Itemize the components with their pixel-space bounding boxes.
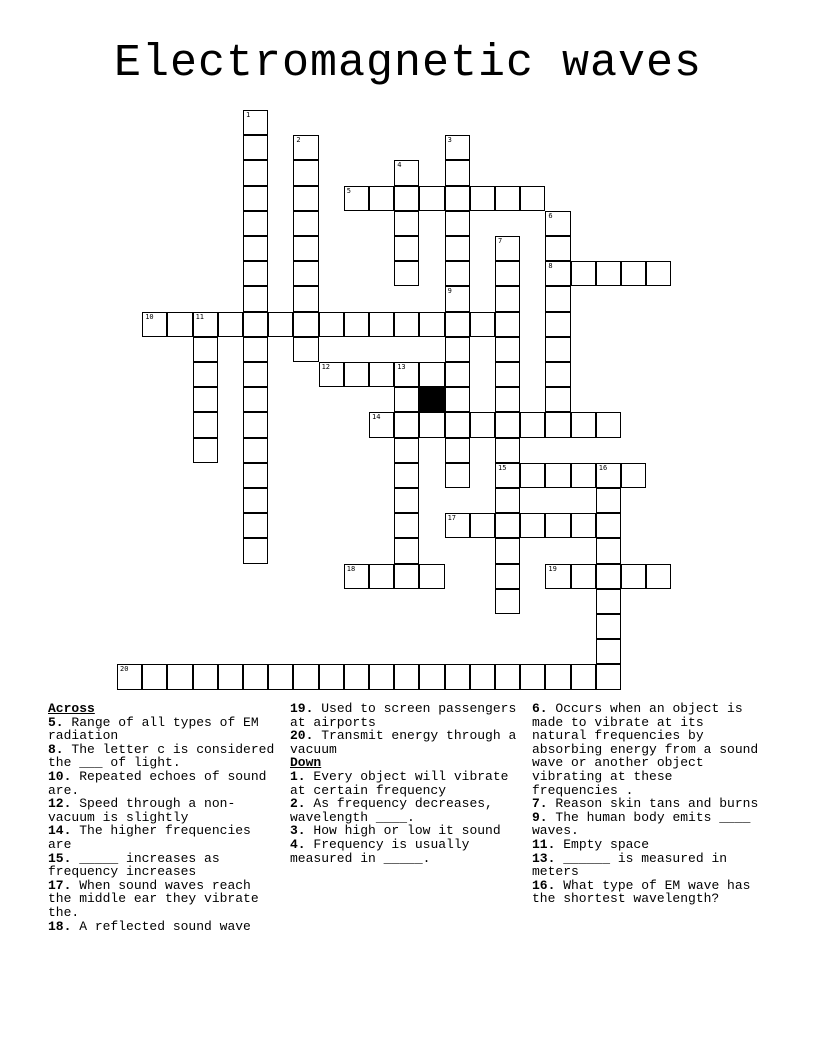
grid-cell[interactable] [470, 664, 495, 689]
grid-cell[interactable] [243, 488, 268, 513]
grid-cell[interactable] [293, 312, 318, 337]
cell-number: 10 [145, 312, 154, 321]
clue-column-2 [290, 702, 522, 865]
grid-cell[interactable] [445, 160, 470, 185]
cell-number: 20 [120, 665, 129, 674]
grid-cell[interactable] [167, 312, 192, 337]
clue-across-5: 5. Range of all types of EM radiation [48, 714, 259, 744]
cell-number: 9 [447, 287, 452, 296]
grid-cell[interactable] [243, 438, 268, 463]
grid-cell[interactable] [268, 312, 293, 337]
grid-cell[interactable] [571, 564, 596, 589]
grid-cell[interactable] [596, 664, 621, 689]
grid-cell[interactable] [495, 236, 520, 261]
grid-cell[interactable] [394, 160, 419, 185]
cell-number: 6 [548, 211, 553, 220]
grid-cell[interactable] [495, 337, 520, 362]
grid-cell[interactable] [520, 186, 545, 211]
grid-cell[interactable] [445, 186, 470, 211]
grid-cell[interactable] [545, 564, 570, 589]
clue-down-9: 9. The human body emits ____ waves. [532, 809, 751, 839]
cell-number: 2 [296, 136, 301, 145]
grid-cell[interactable] [545, 513, 570, 538]
grid-cell[interactable] [243, 538, 268, 563]
cell-number: 14 [372, 413, 381, 422]
grid-cell[interactable] [419, 664, 444, 689]
grid-cell[interactable] [243, 664, 268, 689]
grid-cell[interactable] [293, 664, 318, 689]
grid-cell[interactable] [218, 664, 243, 689]
grid-cell[interactable] [243, 160, 268, 185]
grid-cell[interactable] [470, 312, 495, 337]
cell-number: 3 [447, 136, 452, 145]
clue-across-17: 17. When sound waves reach the middle ear they vibrate the. [48, 877, 259, 920]
grid-cell[interactable] [394, 564, 419, 589]
grid-cell[interactable] [545, 211, 570, 236]
grid-cell[interactable] [596, 589, 621, 614]
grid-cell[interactable] [495, 564, 520, 589]
grid-cell[interactable] [243, 513, 268, 538]
grid-cell[interactable] [319, 664, 344, 689]
grid-cell[interactable] [419, 412, 444, 437]
grid-cell[interactable] [495, 438, 520, 463]
grid-cell[interactable] [545, 261, 570, 286]
grid-block-cell [419, 387, 444, 412]
grid-cell[interactable] [193, 664, 218, 689]
grid-cell[interactable] [243, 412, 268, 437]
grid-cell[interactable] [293, 337, 318, 362]
grid-cell[interactable] [293, 186, 318, 211]
grid-cell[interactable] [293, 160, 318, 185]
cell-number: 16 [598, 463, 608, 472]
grid-cell[interactable] [621, 261, 646, 286]
grid-cell[interactable] [394, 261, 419, 286]
grid-cell[interactable] [545, 664, 570, 689]
grid-cell[interactable] [495, 286, 520, 311]
clue-down-1: 1. Every object will vibrate at certain frequency [290, 768, 509, 798]
cell-number: 1 [246, 111, 251, 119]
grid-cell[interactable] [495, 664, 520, 689]
grid-cell[interactable] [243, 110, 268, 135]
grid-cell[interactable] [344, 186, 369, 211]
grid-cell[interactable] [193, 362, 218, 387]
grid-cell[interactable] [495, 362, 520, 387]
grid-cell[interactable] [445, 438, 470, 463]
grid-cell[interactable] [394, 211, 419, 236]
grid-cell[interactable] [470, 186, 495, 211]
grid-cell[interactable] [571, 513, 596, 538]
grid-cell[interactable] [193, 387, 218, 412]
cell-number: 4 [397, 161, 402, 170]
grid-cell[interactable] [394, 362, 419, 387]
grid-cell[interactable] [596, 639, 621, 664]
grid-cell[interactable] [596, 463, 621, 488]
grid-cell[interactable] [445, 664, 470, 689]
grid-cell[interactable] [495, 186, 520, 211]
grid-cell[interactable] [394, 387, 419, 412]
grid-cell[interactable] [394, 538, 419, 563]
grid-cell[interactable] [394, 664, 419, 689]
grid-cell[interactable] [596, 614, 621, 639]
grid-cell[interactable] [218, 312, 243, 337]
clue-down-11: 11. Empty space [532, 836, 650, 852]
grid-cell[interactable] [445, 513, 470, 538]
grid-cell[interactable] [545, 312, 570, 337]
grid-cell[interactable] [545, 463, 570, 488]
grid-cell[interactable] [419, 362, 444, 387]
grid-cell[interactable] [470, 513, 495, 538]
grid-cell[interactable] [394, 513, 419, 538]
grid-cell[interactable] [419, 312, 444, 337]
grid-cell[interactable] [369, 362, 394, 387]
grid-cell[interactable] [495, 312, 520, 337]
grid-cell[interactable] [445, 337, 470, 362]
grid-cell[interactable] [243, 387, 268, 412]
cell-number: 13 [397, 363, 406, 371]
grid-cell[interactable] [545, 286, 570, 311]
grid-cell[interactable] [394, 236, 419, 261]
grid-cell[interactable] [293, 261, 318, 286]
grid-cell[interactable] [596, 564, 621, 589]
grid-cell[interactable] [243, 186, 268, 211]
clue-down-13: 13. ______ is measured in meters [532, 850, 728, 880]
grid-cell[interactable] [495, 261, 520, 286]
clue-across-12: 12. Speed through a non-vacuum is slightly [48, 796, 236, 825]
grid-cell[interactable] [445, 412, 470, 437]
grid-cell[interactable] [344, 362, 369, 387]
grid-cell[interactable] [621, 564, 646, 589]
clue-across-10: 10. Repeated echoes of sound are. [48, 768, 267, 798]
grid-cell[interactable] [495, 589, 520, 614]
grid-cell[interactable] [394, 438, 419, 463]
cell-number: 18 [346, 564, 356, 573]
grid-cell[interactable] [495, 412, 520, 437]
grid-cell[interactable] [193, 412, 218, 437]
grid-cell[interactable] [243, 312, 268, 337]
grid-cell[interactable] [268, 664, 293, 689]
grid-cell[interactable] [193, 438, 218, 463]
grid-cell[interactable] [571, 261, 596, 286]
grid-cell[interactable] [445, 135, 470, 160]
grid-cell[interactable] [445, 236, 470, 261]
clue-across-14: 14. The higher frequencies are [48, 823, 251, 852]
grid-cell[interactable] [520, 412, 545, 437]
grid-cell[interactable] [142, 664, 167, 689]
grid-cell[interactable] [520, 463, 545, 488]
clue-column-1 [48, 702, 280, 933]
across-heading: Across [48, 701, 95, 716]
grid-cell[interactable] [571, 664, 596, 689]
grid-cell[interactable] [646, 564, 671, 589]
clue-across-8: 8. The letter c is considered the ___ of light. [48, 741, 275, 771]
grid-cell[interactable] [520, 513, 545, 538]
grid-cell[interactable] [445, 286, 470, 311]
grid-cell[interactable] [571, 412, 596, 437]
cell-number: 7 [498, 237, 503, 245]
grid-cell[interactable] [369, 412, 394, 437]
grid-cell[interactable] [445, 362, 470, 387]
grid-cell[interactable] [193, 337, 218, 362]
grid-cell[interactable] [596, 261, 621, 286]
grid-cell[interactable] [243, 463, 268, 488]
grid-cell[interactable] [369, 564, 394, 589]
clue-across-18: 18. A reflected sound wave [48, 918, 251, 934]
grid-cell[interactable] [369, 664, 394, 689]
grid-cell[interactable] [243, 362, 268, 387]
grid-cell[interactable] [596, 513, 621, 538]
grid-cell[interactable] [344, 564, 369, 589]
clue-across-20: 20. Transmit energy through a vacuum [290, 728, 517, 757]
grid-cell[interactable] [243, 286, 268, 311]
grid-cell[interactable] [293, 236, 318, 261]
clue-column-3 [532, 702, 764, 906]
grid-cell[interactable] [445, 211, 470, 236]
grid-cell[interactable] [344, 312, 369, 337]
grid-cell[interactable] [193, 312, 218, 337]
cell-number: 11 [195, 312, 205, 321]
grid-cell[interactable] [243, 236, 268, 261]
grid-cell[interactable] [445, 261, 470, 286]
cell-number: 12 [321, 363, 331, 371]
grid-cell[interactable] [545, 412, 570, 437]
cell-number: 8 [548, 262, 553, 271]
cell-number: 5 [346, 186, 352, 195]
grid-cell[interactable] [167, 664, 192, 689]
grid-cell[interactable] [344, 664, 369, 689]
grid-cell[interactable] [319, 312, 344, 337]
grid-cell[interactable] [621, 463, 646, 488]
grid-cell[interactable] [419, 564, 444, 589]
grid-cell[interactable] [293, 286, 318, 311]
grid-cell[interactable] [243, 211, 268, 236]
grid-cell[interactable] [394, 186, 419, 211]
grid-cell[interactable] [445, 387, 470, 412]
grid-cell[interactable] [142, 312, 167, 337]
grid-cell[interactable] [470, 412, 495, 437]
grid-cell[interactable] [445, 463, 470, 488]
grid-cell[interactable] [495, 538, 520, 563]
grid-cell[interactable] [495, 387, 520, 412]
grid-cell[interactable] [394, 412, 419, 437]
clue-down-4: 4. Frequency is usually measured in _____. [290, 836, 470, 866]
grid-cell[interactable] [495, 488, 520, 513]
clue-across-15: 15. _____ increases as frequency increases [48, 850, 220, 880]
cell-number: 17 [447, 514, 457, 523]
grid-cell[interactable] [369, 186, 394, 211]
grid-cell[interactable] [596, 538, 621, 563]
clue-down-3: 3. How high or low it sound [290, 823, 501, 839]
grid-cell[interactable] [117, 664, 142, 689]
grid-cell[interactable] [293, 211, 318, 236]
grid-cell[interactable] [445, 312, 470, 337]
grid-cell[interactable] [520, 664, 545, 689]
grid-cell[interactable] [394, 312, 419, 337]
puzzle-title: Electromagnetic waves [113, 38, 703, 89]
grid-cell[interactable] [293, 135, 318, 160]
grid-cell[interactable] [319, 362, 344, 387]
grid-cell[interactable] [394, 463, 419, 488]
grid-cell[interactable] [571, 463, 596, 488]
grid-cell[interactable] [596, 488, 621, 513]
clue-down-2: 2. As frequency decreases, wavelength ____. [290, 796, 493, 825]
grid-cell[interactable] [495, 513, 520, 538]
clue-down-7: 7. Reason skin tans and burns [532, 796, 759, 812]
grid-cell[interactable] [545, 362, 570, 387]
grid-cell[interactable] [394, 488, 419, 513]
grid-cell[interactable] [243, 261, 268, 286]
down-heading: Down [290, 755, 322, 771]
grid-cell[interactable] [596, 412, 621, 437]
grid-cell[interactable] [369, 312, 394, 337]
grid-cell[interactable] [545, 387, 570, 412]
grid-cell[interactable] [545, 337, 570, 362]
cell-number: 15 [498, 463, 507, 472]
grid-cell[interactable] [419, 186, 444, 211]
grid-cell[interactable] [243, 337, 268, 362]
cell-number: 19 [548, 564, 557, 573]
grid-cell[interactable] [646, 261, 671, 286]
clue-down-16: 16. What type of EM wave has the shortest wavelength? [532, 877, 751, 907]
clue-down-6: 6. Occurs when an object is made to vibrate at its natural frequencies by absorbing energy from a sound wave or another object vibrating at these frequencies . [532, 701, 759, 798]
grid-cell[interactable] [243, 135, 268, 160]
grid-cell[interactable] [545, 236, 570, 261]
grid-cell[interactable] [495, 463, 520, 488]
clue-across-19: 19. Used to screen passengers at airports [290, 701, 517, 730]
